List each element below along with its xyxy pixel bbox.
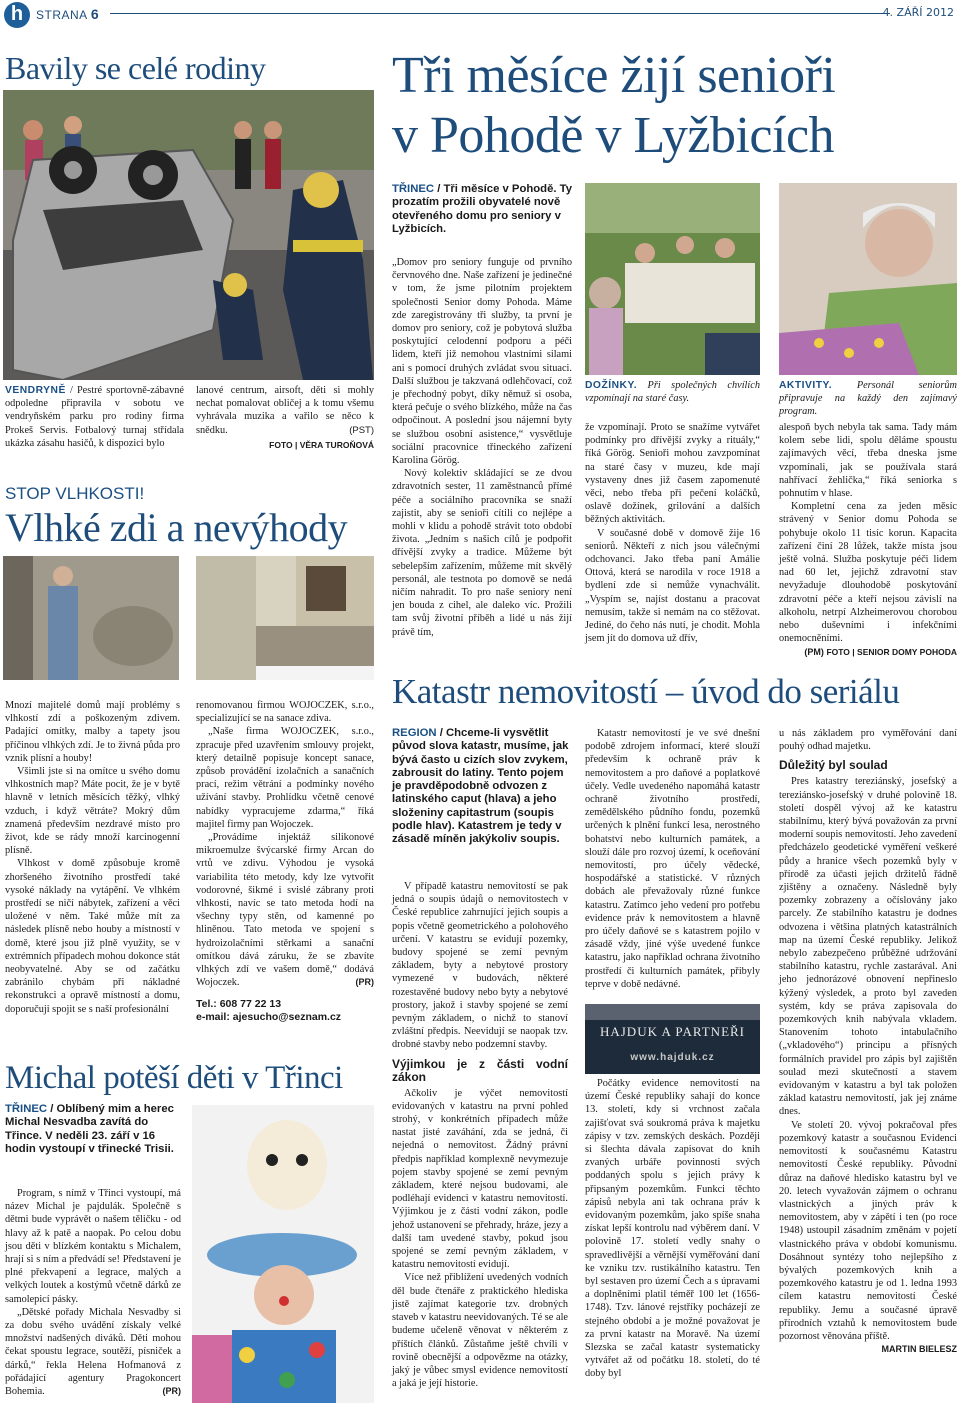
vlhkost-kicker: STOP VLHKOSTI!	[5, 484, 145, 503]
hajduk-ad[interactable]	[585, 1004, 760, 1074]
vlhkost-col2: renomovanou firmou WOJOCZEK, s.r.o., specializující se na sanace zdiva. „Naše firma WOJOCZEK, s.r.o., zpracuje před uzavřením smlouvy projekt, který detailně popisuje koncept sanace, způsob provádění izolačních a sanačních prací, režim větrání a podmínky nového užívání stavby. Prohlídku včetně cenové nabídky vypracujeme zdarma,“ říká majitel firmy pan Wojoczek. „Provádíme injektáž silikonové mikroemulze švýcarské firmy Arcan do vrtů ve zdivu. Výhodou je vysoká variabilita této metody, kdy lze vytvořit vodorovné, šikmé i svislé zábrany proti vlhkosti, navíc se tato metoda hodí na všechny typy stěn, od kamenné po hliněnou. Tato metoda ve spojení s hydroizolačními stěrkami a sanační omítkou dává záruku, že se zbavíte vlhkých zdí ve vašem domě,“ dodává Wojoczek. (PR) Tel.: 608 77 22 13 e-mail: ajesucho@seznam.cz	[196, 700, 374, 1023]
katastr-lead: REGION / Chceme-li vysvětlit původ slova katastr, musíme, jak bývá často u cizích slov zvykem, zabrousit do latiny. Tento pojem je pravděpodobně odvozen z latinského caput (hlava) a jeho složeniny capitastrum (soupis podle hlav). Katastrem je tedy v zásadě míněn jakýkoliv soupis.	[392, 727, 569, 846]
page-header	[0, 0, 960, 26]
michal-sign: (PR)	[162, 1386, 181, 1397]
vlhkost-sign: (PR)	[355, 977, 374, 988]
ad-photo-strip	[585, 1004, 760, 1020]
katastr-col2b: Počátky evidence nemovitostí na území České republiky sahají do konce 13. století, kdy si vrchnost začala zajišťovat svá soukromá práva k majetku zápisy v tzv. zemských deskách. Později si šlechta dávala zapisovat do knih zvaných urbáře povinnosti svých poddaných spolu s jejich právy k připsaným pozemkům. Funkci těchto zápisů nebyla ani tak ochrana práv k evidovaným pozemkům, jako spíše snaha získat lepší kontrolu nad výběrem daní. V polovině 17. století vedly snahy o spravedlivější a věrnější vyměřování daní ke vzniku tzv. rustikálního katastru. Ten byl sestaven pro území Čech a s úpravami a doplněními platil téměř 100 let (1656-1748). Tzv. lánové rejstříky pocházejí ze stejného období a je možné považovat je za první katastr na Moravě. Na území Slezska se začal katastr systematicky vytvářet až od počátku 18. století, do té doby byl	[585, 1078, 760, 1380]
seniori-col1: „Domov pro seniory funguje od prvního červnového dne. Naše zařízení je jedinečné v tom, že jsme pilotním projektem společnosti Senior domy Pohoda. Máme zde zaregistrovány tři služby, ta první je domov pro seniory, což je pobytová služba poskytující celodenní podporu a péči lidem, kteří již nemohou vlastními silami ani s pomocí druhých zvládat svou situaci. Další službou je takzvaná odlehčovací, což je přechodný pobyt, díky němuž si osoba, která pečuje o svého blízkého, může na čas odpočinout. A poslední jsou nájemní byty se službou osobní asistence,“ vysvětluje sociální pracovnice třineckého zařízení Karolina Görög. Nový kolektiv skládající se ze dvou zdravotních sester, 11 zaměstnanců přímé péče a sociálního pracovníka se snaží zajistit, aby se senioři cítili co nejlépe a mohli v klidu a pohodě strávit toto období života. „Jedním s našich cílů je podpořit dřívější zvyky a tradice. Můžeme být sebelepším zařízením, můžeme mít skvělý personál, ale testnota po domově se nedá ničím nahradit. To pro naše seniory není jen bouda z cihel, ale daleko víc. Prožili tam svůj životní příběh a lidé u nás žijí právě tím,	[392, 257, 572, 638]
katastr-col2: Katastr nemovitostí je ve své dnešní podobě zdrojem informací, které slouží především k ochraně práv k nemovitostem a pro daňové a poplatkové účely. Vedle uvedeného napomáhá katastr ochraně životního prostředí, zemědělského půdního fondu, pozemků určených k plnění funkcí lesa, nerostného bohatství nebo kulturních památek, a slouží dále pro rozvoj území, k oceňování nemovitostí, pro účely vědecké, hospodářské a statistické. V různých dobách ale převažovaly různé funkce katastru. Zatímco jeho vedení pro potřebu evidence práv k nemovitostem a hlavně pro účely daňové se s katastrem pojilo v zásadě vždy, jiné výše uvedené funkce katastru, jako například ochrana životního prostředí či kulturních památek, přibyly teprve v době nedávné.	[585, 728, 760, 990]
aktivity-caption: AKTIVITY. Personál seniorům připravuje na každý den zajímavý program.	[779, 380, 957, 418]
seniori-photo-dozinky	[585, 183, 760, 375]
seniors-table-photo	[585, 183, 760, 375]
katastr-col1: V případě katastru nemovitostí se pak jedná o soupis údajů o nemovitostech v České republice zahrnující jejich soupis a popis včetně geometrického a polohového určení. V katastru se evidují pozemky, budovy spojené se zemí pevným základem, byty a nebytové prostory vymezené v budovách, některé rozestavěné budovy nebo byty a nebytové prostory, jakož i stavby spojené se zemí pevným základem, o nichž to stanoví zvláštní předpis. Neevidují se naopak tzv. drobné stavby nebo podzemní stavby. Výjimkou je z části vodní zákon Ačkoliv je výčet nemovitostí evidovaných v katastru na první pohled strohý, v konkrétních případech může nastat jisté zaváhání, zda se jedná, či nejedná o nemovitost. Žádný právní předpis například komplexně nevymezuje pojem stavby spojené se zemí pevným základem, které nejsou budovami, ale podléhají evidenci v katastru nemovitostí. Výjimkou je z části vodní zákon, podle jehož ustanovení se přehrady, hráze, jezy a další tam uvedené stavby, pokud jsou spojené se zemí pevným základem, v katastru nemovitostí evidují. Více než přiblížení uvedených vodních děl bude čtenáře z praktického hlediska jistě zajímat kategorie tzv. drobných staveb v katastru neevidovaných. Té se ale budeme učeleně věnovat v některém z příštích článků. Zůstaňme ještě chvíli v rovině obecnější a odpovězme na otázky, jaký je vůbec smysl evidence nemovitostí a jaká je její historie.	[392, 881, 569, 1390]
seniori-lead: TŘINEC / Tři měsíce v Pohodě. Ty prozatím prožili obyvatelé nově otevřeného domu pro seniory v Lyžbicích.	[392, 183, 572, 235]
seniori-title: Tři měsíce žijí senioři v Pohodě v Lyžbicích	[392, 47, 836, 164]
rodiny-sign: (PST)	[349, 424, 374, 436]
house-wall-photo	[196, 556, 374, 680]
header-rule	[110, 13, 890, 14]
ad-name: HAJDUK A PARTNEŘI	[599, 1024, 746, 1039]
senior-woman-photo	[779, 183, 957, 375]
page-label: STRANA 6	[36, 6, 100, 22]
seniori-col3: alespoň bych nebyla tak sama. Tady mám kolem sebe lidi, spolu děláme spoustu zajímavých věcí, třeba dneska jsme vzpomínali, jak se používala stará nahřívací žehlička,“ říká seniorka s pohnutím v hlase. Kompletní cena za jeden měsíc strávený v Senior domu Pohoda se pohybuje okolo 11 tisíc korun. Kapacita zařízení činí 28 lůžek, takže místa jsou ještě volná. Služba poskytuje péči lidem nad 60 let, jejichž zdravotní stav nevyžaduje dlouhodobě poskytování zdravotní péče a kteří nejsou závislí na alkoholu, netrpí Alzheimerovou chorobou nebo duševními i infekčními onemocněními. (PM) FOTO | SENIOR DOMY POHODA	[779, 421, 957, 660]
katastr-col3: u nás základem pro vyměřování daní pouhý odhad majetku. Důležitý byl soulad Pres katastry tereziánský, josefský a tereziánsko-josefský v druhé polovině 18. století dospěl vývoj až ke katastru stabilnímu, který bývá považován za první moderní soupis nemovitostí. Jeho zavedení předcházelo geodetické vyměření veškeré půdy a hranice všech pozemků byly v přírodě za účasti jejich držitelů řádně zjištěny a označeny. Následně byly pozemky zobrazeny a očíslovány jako parcely. Ze stabilního katastru je dodnes odvozena i většina platných katastrálních map na území České republiky. Jelikož nebylo zabezpečeno průběžné udržování stabilního katastru, rychle zastarával. Ani jeho jednorázové obnovení nepřineslo kýžený výsledek, a proto byl zaveden systém, kdy se práva zapisovala do pozemkových knih nabývala vkladem. Stanovením tohoto intabulačního („vkladového“) principu a přísných formálních pravidel pro zápis byl zajištěn soulad mezi skutečností a stavem evidovaným v katastru a byl tak položen základ katastru nemovitostí, jak jej známe dnes. Ve století 20. vývoj pokračoval přes pozemkový katastr a současnou Evidenci nemovitostí k současnému Katastru nemovitostí České republiky. Původní důraz na daňové hledisko katastru byl ve 20. letech vyvažován zájmem o ochranu vlastnických a jiných práv k nemovitostem, aby v zápětí i ten (po roce 1948) ustoupil zásadním změnám v pojetí vlastnického práva v období komunismu. Dosáhnout syntézy toho nejlepšího z bývalých pozemkových knih a pozemkového katastru je od 1. ledna 1993 cílem katastru nemovitostí České republiky. Jemu a současné úpravě přírodních vztahů k nemovitostem bude pozornost věnována příště. MARTIN BIELESZ	[779, 727, 957, 1356]
vlhkost-photo-1	[3, 556, 179, 680]
rodiny-credit: FOTO | VĚRA TUROŇOVÁ	[269, 440, 374, 451]
vlhkost-photo-2	[196, 556, 374, 680]
vlhkost-tel: Tel.: 608 77 22 13	[196, 997, 282, 1010]
dozinky-caption: DOŽÍNKY. Při společných chvílích vzpomínají na staré časy.	[585, 380, 760, 405]
rodiny-caption-1: VENDRYNĚ / Pestré sportovně-zábavné odpoledne připravila v sobotu ve vendryňském parku pro rodiny firma Prokeš Servis. Fotbalový turnaj střídala ukázka zásahu hasičů, k dispozici bylo	[5, 385, 184, 449]
vlhkost-title: Vlhké zdi a nevýhody	[5, 505, 348, 550]
firefighters-car-photo	[3, 90, 374, 380]
katastr-subhead-1: Výjimkou je z části vodní zákon	[392, 1056, 568, 1084]
page-date: 4. ZÁŘÍ 2012	[882, 6, 954, 19]
logo-icon: h	[4, 2, 30, 28]
seniori-col2: že vzpomínají. Proto se snažíme vytvářet podmínky pro dřívější zvyky a rituály,“ říká Görög. Senioři mohou zavzpomínat na staré časy v muzeu, kde mají vystaveny dnes již časem zapomenuté věci, nebo třeba při pečení koláčků, oslavě dožínek, grilování a dalších běžných aktivitách. V současné době v domově žije 16 seniorů. Někteří z nich jsou válečnými odchovanci. Jako třeba paní Amálie Ottová, která se narodila v roce 1918 a bydlení zde si nemůže vynachválit. „Vyspím se, najíst dostanu a pracovat nemusím, takže si nemám na co stěžovat. Jediné, do čeho nás nutí, je chodit. Mohla jsem jít do domova už dřív,	[585, 422, 760, 645]
michal-title: Michal potěší děti v Třinci	[5, 1060, 343, 1096]
katastr-author: MARTIN BIELESZ	[881, 1344, 957, 1355]
michal-lead: TŘINEC / Oblíbený mim a herec Michal Nesvadba zavítá do Třince. V neděli 23. září v 16 hodin vystoupí v třinecké Trisii.	[5, 1103, 174, 1155]
seniori-photo-aktivity	[779, 183, 957, 375]
mime-clown-photo	[192, 1105, 374, 1403]
vlhkost-email[interactable]: e-mail: ajesucho@seznam.cz	[196, 1010, 342, 1023]
damp-wall-photo	[3, 556, 179, 680]
rodiny-photo	[3, 90, 374, 380]
ad-url[interactable]: www.hajduk.cz	[630, 1052, 715, 1063]
seniori-sign-credit: (PM) FOTO | SENIOR DOMY POHODA	[804, 647, 957, 658]
katastr-title: Katastr nemovitostí – úvod do seriálu	[392, 672, 900, 711]
michal-body: Program, s nímž v Třinci vystoupí, má název Michal je pajdulák. Společně s dětmi bude vyprávět o našem těličku - od hlavy až k patě a naopak. Po celou dobu jsou děti v blízkém kontaktu s Michalem, hrají si s ním a předvádí se! Představení je plné překvapení a legrace, malých a velkých loutek a kostýmů včetně dárků ze samolepicí pásky. „Dětské pořady Michala Nesvadby si za dobu svého uvádění získaly velké množství nadšených diváků. Děti mohou čekat spoustu legrace, soutěží, písniček a dárků,“ řekla Helena Hofmanová z pořádající agentury Pragokoncert Bohemia. (PR)	[5, 1188, 181, 1398]
rodiny-title: Bavily se celé rodiny	[5, 50, 266, 86]
michal-photo	[192, 1105, 374, 1403]
vlhkost-col1: Mnozí majitelé domů mají problémy s vlhkostí zdí a poškozeným zdivem. Padající omítky, malby a tapety jsou příčinou vlhkých zdí. Je to živná půda pro vznik plísní a houby! Všimli jste si na omítce u svého domu vlhkostních map? Máte pocit, že je v bytě hlavně v letních měsících těžký, vlhký vzduch, i když větráte? Mokrý dům znamená především nezdravé místo pro život, kde se rády množí karcinogenní plísně. Vlhkost v domě způsobuje kromě zhoršeného životního prostředí také vysoké náklady na vytápění. Ve vlhkém prostředí se ničí nábytek, zařízení a věci uložené v něm. Také může mít za následek plísně nebo houby a místností v domě, které jsou již plně využity, se v extrémních případech mohou dokonce stát neobyvatelné. Aby se od začátku zabránilo chybám při nákladné rekonstrukci a opravě místností a domu, doporučuji spojit se s naší profesionální	[5, 700, 180, 1015]
katastr-subhead-2: Důležitý byl soulad	[779, 758, 888, 773]
rodiny-caption-2: lanové centrum, airsoft, děti si mohly nechat pomalovat obličej a k tomu všemu vyhrávala muzika a vařilo se něco k snědku. (PST) FOTO | VĚRA TUROŇOVÁ	[196, 384, 374, 452]
